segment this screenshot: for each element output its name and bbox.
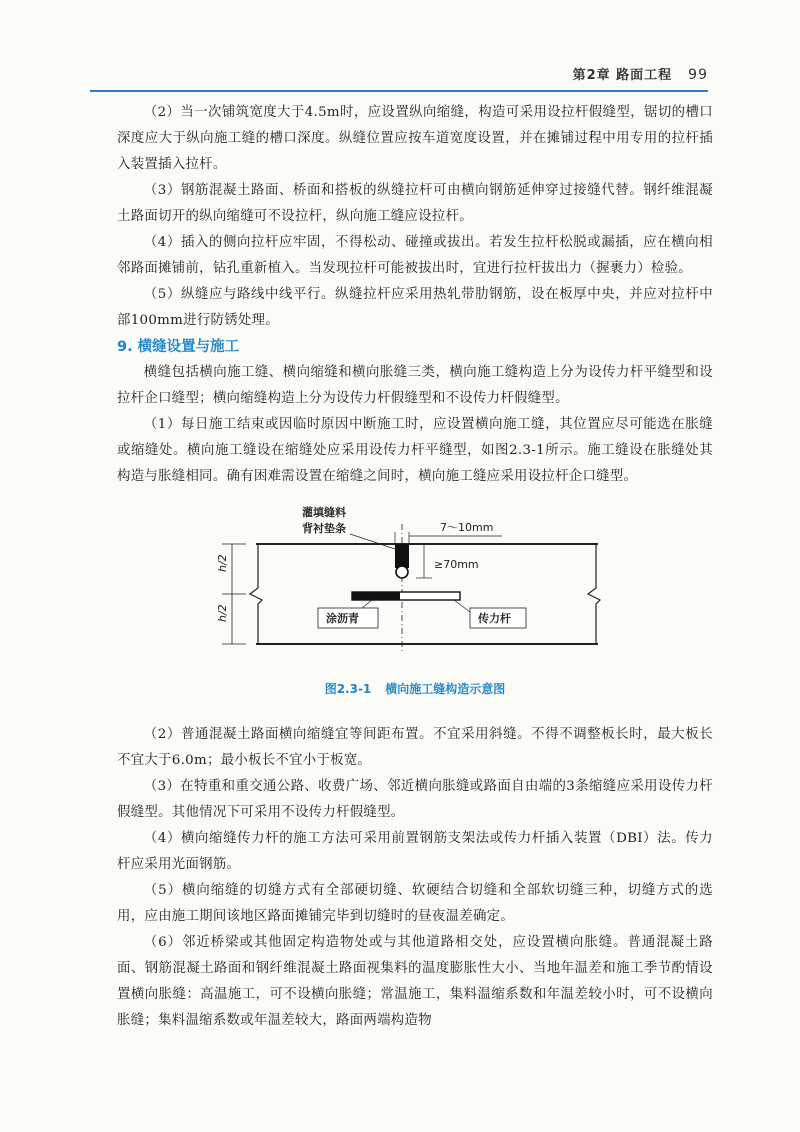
paragraph: （6）邻近桥梁或其他固定构造物处或与其他道路相交处，应设置横向胀缝。普通混凝土路面、钢筋混凝土路面和钢纤维混凝土路面视集料的温度膨胀性大小、当地年温差和施工季节酌情设置横向胀缝：高温施工，可不设横向胀缝；常温施工，集料温缩系数和年温差较小时，可不设横向胀缝；集料温缩系数或年温差较大，路面两端构造物 [117,935,713,1028]
label-groove-depth: ≥70mm [434,558,479,571]
label-backer: 背衬垫条 [302,522,346,535]
joint-diagram [202,504,652,674]
paragraph: （1）每日施工结束或因临时原因中断施工时，应设置横向施工缝，其位置应尽可能选在胀缝或缩缝处。横向施工缝设在缩缝处应采用设传力杆平缝型，如图2.3-1所示。施工缝设在胀缝处其构造与胀缝相同。确有困难需设置在缩缝之间时，横向施工缝应采用设拉杆企口缝型。 [117,417,713,484]
label-asphalt: 涂沥青 [326,612,359,625]
figure-caption [117,680,713,697]
page-body [117,98,713,1034]
paragraph: （5）纵缝应与路线中线平行。纵缝拉杆应采用热轧带肋钢筋，设在板厚中央，并应对拉杆中部100mm进行防锈处理。 [117,287,713,328]
right-break-mark [588,544,600,644]
sealant-filler [395,544,409,568]
page-header [90,62,708,92]
paragraph: （2）当一次铺筑宽度大于4.5m时，应设置纵向缩缝，构造可采用设拉杆假缝型，锯切的槽口深度应大于纵向施工缝的槽口深度。纵缝位置应按车道宽度设置，并在摊铺过程中用专用的拉杆插入装置插入拉杆。 [117,105,713,172]
label-dowel: 传力杆 [478,612,511,625]
label-h-half-top: h/2 [216,554,229,572]
label-h-half-bottom: h/2 [216,604,229,622]
paragraph: （2）普通混凝土路面横向缩缝宜等间距布置。不宜采用斜缝。不得不调整板长时，最大板长不宜大于6.0m；最小板长不宜小于板宽。 [117,727,713,768]
figure-transverse-joint [117,494,713,722]
figure-number: 图2.3-1 [324,682,372,696]
page-number: 99 [688,67,708,83]
label-joint-width: 7～10mm [440,521,494,534]
dowel-asphalt-coated-half [352,592,400,600]
backer-rod [396,566,408,578]
paragraph: （3）在特重和重交通公路、收费广场、邻近横向胀缝或路面自由端的3条缩缝应采用设传力杆假缝型。其他情况下可采用不设传力杆假缝型。 [117,779,713,820]
paragraph: （5）横向缩缝的切缝方式有全部硬切缝、软硬结合切缝和全部软切缝三种，切缝方式的选用，应由施工期间该地区路面摊铺完毕到切缝时的昼夜温差确定。 [117,883,713,924]
paragraph: （4）横向缩缝传力杆的施工方法可采用前置钢筋支架法或传力杆插入装置（DBI）法。传力杆应采用光面钢筋。 [117,831,713,872]
paragraph: 横缝包括横向施工缝、横向缩缝和横向胀缝三类，横向施工缝构造上分为设传力杆平缝型和设拉杆企口缝型；横向缩缝构造上分为设传力杆假缝型和不设传力杆假缝型。 [117,365,713,406]
paragraph: （4）插入的侧向拉杆应牢固，不得松动、碰撞或拔出。若发生拉杆松脱或漏插，应在横向相邻路面摊铺前，钻孔重新植入。当发现拉杆可能被拔出时，宜进行拉杆拔出力（握裹力）检验。 [117,235,713,276]
left-break-mark [250,544,262,644]
paragraph: （3）钢筋混凝土路面、桥面和搭板的纵缝拉杆可由横向钢筋延伸穿过接缝代替。钢纤维混凝土路面切开的纵向缩缝可不设拉杆，纵向施工缝应设拉杆。 [117,183,713,224]
section-heading: 9. 横缝设置与施工 [117,339,240,355]
running-head [573,64,708,83]
figure-caption-text: 横向施工缝构造示意图 [385,682,506,696]
chapter-title: 第2章 路面工程 [572,68,673,83]
label-filler: 灌填缝料 [302,506,346,519]
